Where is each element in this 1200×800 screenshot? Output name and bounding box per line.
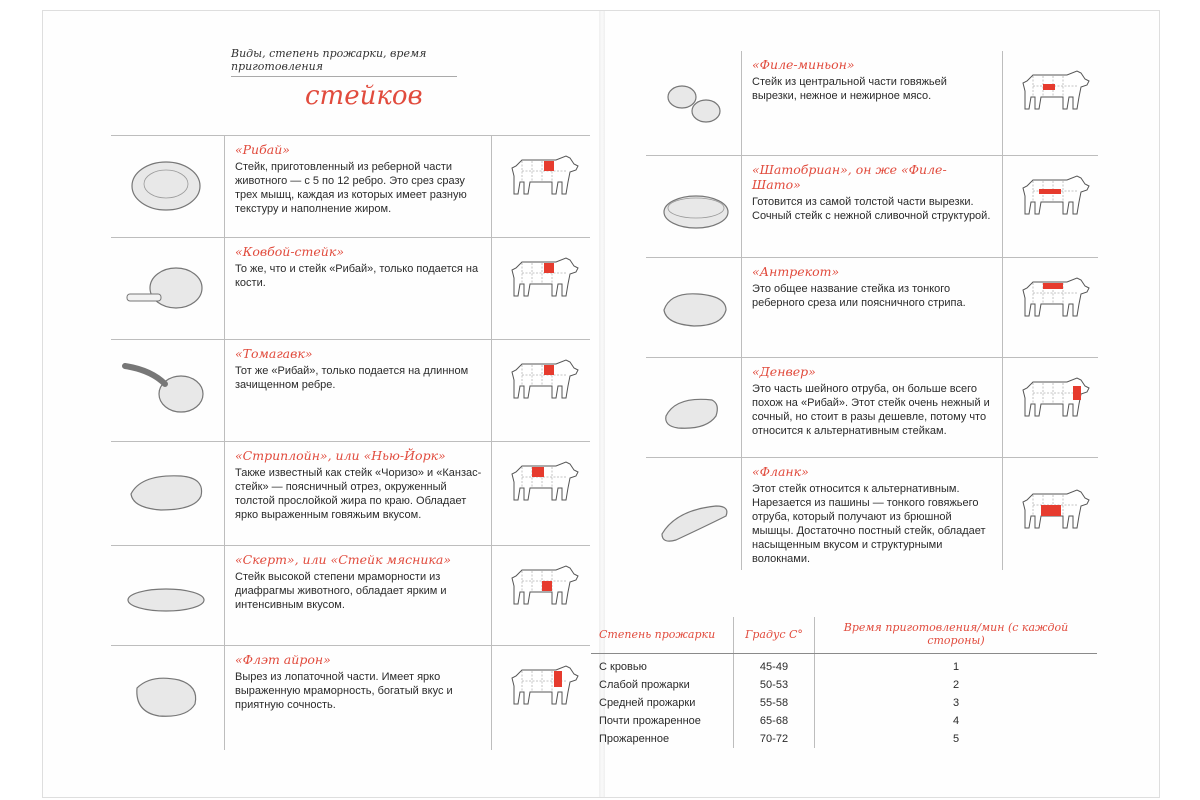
steak-text bbox=[235, 652, 483, 712]
cow-diagram-icon bbox=[1019, 486, 1091, 532]
column-header: Время приготовления/мин (с каждой стороны) bbox=[815, 617, 1098, 654]
steak-row-flat-iron bbox=[111, 645, 590, 750]
steak-row-filet-mignon bbox=[646, 51, 1098, 155]
steak-name: «Томагавк» bbox=[235, 346, 313, 361]
cow-diagram-icon bbox=[508, 254, 580, 300]
cow-diagram-icon bbox=[508, 356, 580, 402]
table-row bbox=[591, 676, 1097, 694]
steak-description: Стейк, приготовленный из реберной части животного — с 5 по 12 ребро. Это срез сразу трех мышц, каждая из которых имеет разную текстуру и наполнение жиром. bbox=[235, 161, 467, 215]
cow-diagram-icon bbox=[508, 458, 580, 504]
steak-text bbox=[235, 346, 483, 392]
cow-diagram-icon bbox=[508, 562, 580, 608]
table-row bbox=[591, 694, 1097, 712]
table-cell: 2 bbox=[952, 679, 960, 691]
steak-text bbox=[752, 57, 992, 103]
filet-mignon-steak-icon bbox=[656, 63, 736, 133]
steak-description: Этот стейк относится к альтернативным. Нарезается из пашины — тонкого говяжьего отруба, который получают из брюшной мышцы. Достаточно постный стейк, обладает насыщенным вкусом и структурными волокнами. bbox=[752, 483, 986, 565]
table-cell: 55-58 bbox=[734, 694, 815, 712]
steak-row-flank bbox=[646, 457, 1098, 570]
steak-text bbox=[752, 264, 992, 310]
steak-description: То же, что и стейк «Рибай», только подается на кости. bbox=[235, 263, 479, 289]
steak-name: «Флэт айрон» bbox=[235, 652, 331, 667]
table-cell: Средней прожарки bbox=[599, 697, 696, 709]
steak-name: «Ковбой-стейк» bbox=[235, 244, 344, 259]
flank-steak-icon bbox=[656, 470, 736, 550]
steak-image-cell bbox=[646, 156, 742, 258]
steak-name: «Шатобриан», он же «Филе-Шато» bbox=[752, 162, 947, 192]
cow-cut-cell bbox=[491, 442, 591, 546]
cut-highlight-icon bbox=[1041, 505, 1061, 516]
cut-highlight-icon bbox=[544, 365, 554, 375]
table-cell: Прожаренное bbox=[599, 733, 670, 745]
cow-cut-cell bbox=[1002, 156, 1099, 258]
steak-description: Также известный как стейк «Чоризо» и «Канзас-стейк» — поясничный отрез, окруженный толстой прослойкой жира по краю. Обладает ярко выраженным говяжьим вкусом. bbox=[235, 467, 482, 521]
steak-description: Тот же «Рибай», только подается на длинном зачищенном ребре. bbox=[235, 365, 469, 391]
cow-cut-cell bbox=[491, 136, 591, 238]
table-cell: 45-49 bbox=[734, 654, 815, 677]
steak-name: «Рибай» bbox=[235, 142, 290, 157]
steak-text bbox=[235, 448, 483, 522]
cut-highlight-icon bbox=[1043, 84, 1055, 90]
cow-diagram-icon bbox=[1019, 67, 1091, 113]
steak-text bbox=[235, 552, 483, 612]
steak-description: Готовится из самой толстой части вырезки. Сочный стейк с нежной сливочной структурой. bbox=[752, 196, 991, 222]
table-cell: 70-72 bbox=[734, 730, 815, 748]
table-cell: Почти прожаренное bbox=[599, 715, 701, 727]
steak-description: Это общее название стейка из тонкого реберного среза или поясничного стрипа. bbox=[752, 283, 966, 309]
cow-cut-cell bbox=[1002, 358, 1099, 458]
column-header: Степень прожарки bbox=[591, 617, 734, 654]
cow-cut-cell bbox=[491, 646, 591, 750]
cow-cut-cell bbox=[491, 340, 591, 442]
steak-row-tomahawk bbox=[111, 339, 590, 442]
cut-highlight-icon bbox=[1043, 283, 1063, 289]
table-cell: 3 bbox=[952, 697, 960, 709]
steak-row-entrecote bbox=[646, 257, 1098, 358]
steak-name: «Фланк» bbox=[752, 464, 809, 479]
steak-name: «Филе-миньон» bbox=[752, 57, 855, 72]
table-cell: 5 bbox=[952, 733, 960, 745]
steak-image-cell bbox=[646, 258, 742, 358]
page-title: стейков bbox=[305, 81, 423, 111]
cow-cut-cell bbox=[491, 238, 591, 340]
table-cell: 1 bbox=[952, 661, 960, 673]
chateaubriand-steak-icon bbox=[656, 168, 736, 238]
steak-image-cell bbox=[111, 340, 225, 442]
left-page bbox=[43, 11, 601, 797]
steak-image-cell bbox=[646, 358, 742, 458]
cut-highlight-icon bbox=[544, 263, 554, 273]
steak-description: Вырез из лопаточной части. Имеет ярко выраженную мраморность, богатый вкус и приятную сочность. bbox=[235, 671, 453, 711]
cut-highlight-icon bbox=[1039, 189, 1061, 194]
cow-diagram-icon bbox=[508, 152, 580, 198]
steak-text bbox=[752, 364, 992, 438]
steak-image-cell bbox=[111, 546, 225, 646]
steak-text bbox=[235, 142, 483, 216]
table-cell: 4 bbox=[952, 715, 960, 727]
steak-image-cell bbox=[646, 458, 742, 570]
steak-text bbox=[752, 162, 992, 223]
flat-iron-steak-icon bbox=[121, 658, 211, 728]
entrecote-steak-icon bbox=[656, 270, 736, 340]
table-row bbox=[591, 712, 1097, 730]
steak-name: «Стриплойн», или «Нью-Йорк» bbox=[235, 448, 446, 463]
steak-row-chateaubriand bbox=[646, 155, 1098, 258]
steak-row-ribeye bbox=[111, 135, 590, 238]
cut-highlight-icon bbox=[544, 161, 554, 171]
steak-text bbox=[752, 464, 992, 566]
steak-name: «Антрекот» bbox=[752, 264, 840, 279]
denver-steak-icon bbox=[656, 370, 736, 440]
table-cell: С кровью bbox=[599, 661, 647, 673]
cow-diagram-icon bbox=[1019, 374, 1091, 420]
steak-image-cell bbox=[111, 238, 225, 340]
steak-description: Это часть шейного отруба, он больше всего похож на «Рибай». Этот стейк очень нежный и сочный, но стоит в разы дешевле, потому что относится к альтернативным стейкам. bbox=[752, 383, 990, 437]
cut-highlight-icon bbox=[1073, 386, 1081, 400]
book-spread bbox=[42, 10, 1160, 798]
doneness-table bbox=[591, 617, 1097, 748]
cut-highlight-icon bbox=[532, 467, 544, 477]
steak-image-cell bbox=[646, 51, 742, 155]
steak-row-denver bbox=[646, 357, 1098, 458]
cow-diagram-icon bbox=[1019, 274, 1091, 320]
steak-text bbox=[235, 244, 483, 290]
cow-cut-cell bbox=[491, 546, 591, 646]
table-row bbox=[591, 654, 1097, 677]
tomahawk-steak-icon bbox=[121, 352, 211, 422]
cow-cut-cell bbox=[1002, 51, 1099, 155]
steak-row-skirt bbox=[111, 545, 590, 646]
table-cell: 65-68 bbox=[734, 712, 815, 730]
cowboy-steak-icon bbox=[121, 250, 211, 320]
ribeye-steak-icon bbox=[121, 148, 211, 218]
steak-row-cowboy bbox=[111, 237, 590, 340]
steak-image-cell bbox=[111, 136, 225, 238]
steak-name: «Скерт», или «Стейк мясника» bbox=[235, 552, 451, 567]
column-header: Градус С° bbox=[734, 617, 815, 654]
cow-cut-cell bbox=[1002, 458, 1099, 570]
cow-diagram-icon bbox=[508, 662, 580, 708]
skirt-steak-icon bbox=[121, 558, 211, 628]
cut-highlight-icon bbox=[542, 581, 552, 591]
steak-description: Стейк высокой степени мраморности из диафрагмы животного, обладает ярким и интенсивным вкусом. bbox=[235, 571, 447, 611]
steak-image-cell bbox=[111, 646, 225, 750]
steak-name: «Денвер» bbox=[752, 364, 816, 379]
table-row bbox=[591, 730, 1097, 748]
table-cell: 50-53 bbox=[734, 676, 815, 694]
steak-description: Стейк из центральной части говяжьей вырезки, нежное и нежирное мясо. bbox=[752, 76, 947, 102]
cut-highlight-icon bbox=[554, 671, 562, 687]
table-cell: Слабой прожарки bbox=[599, 679, 690, 691]
steak-image-cell bbox=[111, 442, 225, 546]
cow-cut-cell bbox=[1002, 258, 1099, 358]
steak-row-striploin bbox=[111, 441, 590, 546]
page-supertitle: Виды, степень прожарки, время приготовления bbox=[231, 47, 457, 77]
striploin-steak-icon bbox=[121, 454, 211, 524]
cow-diagram-icon bbox=[1019, 172, 1091, 218]
table-header-row bbox=[591, 617, 1097, 654]
